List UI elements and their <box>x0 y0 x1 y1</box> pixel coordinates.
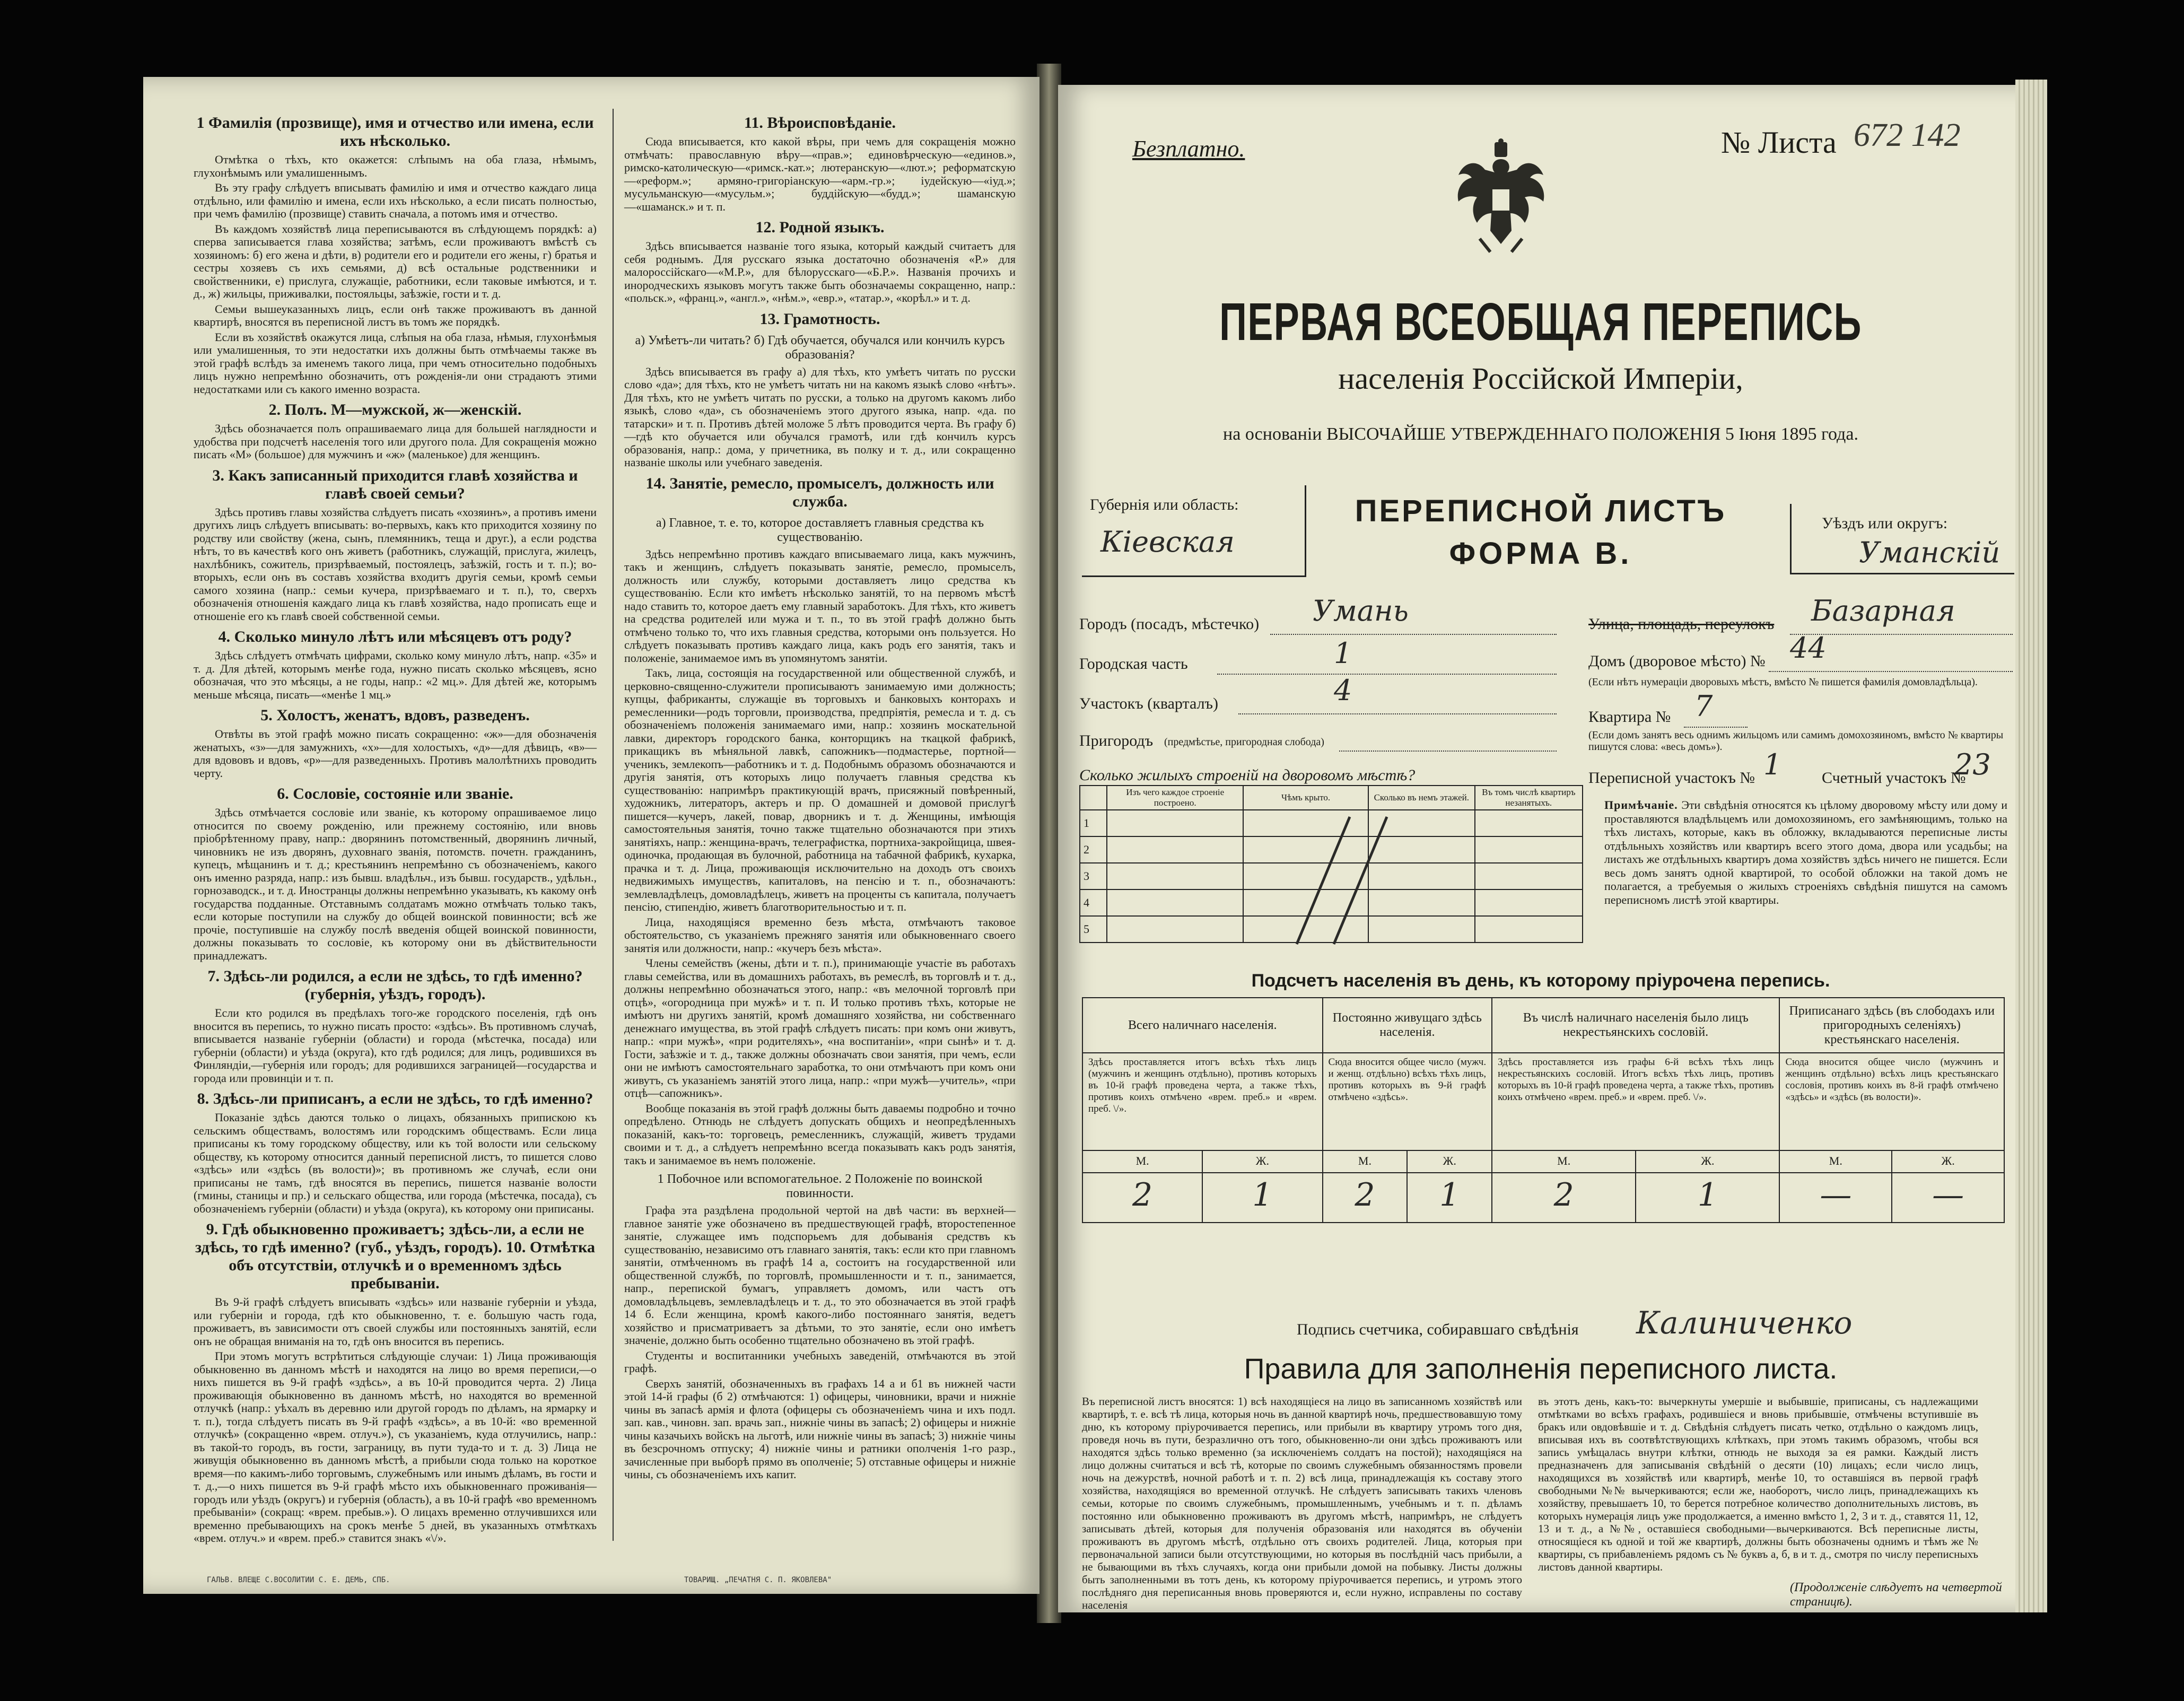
district-underline <box>1238 713 1557 714</box>
continued-note: (Продолженіе слѣдуетъ на четвертой страницѣ). <box>1790 1581 2002 1609</box>
left-column-1 <box>194 109 597 1545</box>
instructions-heading: 5. Холостъ, женатъ, вдовъ, разведенъ. <box>260 706 530 724</box>
sex-f-1: Ж. <box>1202 1150 1322 1173</box>
instructions-paragraph: Здѣсь вписывается въ графу а) для тѣхъ, кто умѣетъ читать по русски слово «да»; для тѣхъ, кто не умѣетъ читать ни на какомъ языкѣ слово «нѣтъ». Для тѣхъ, кто не умѣетъ читать по русски, а только на другомъ какомъ либо языкѣ, слово «да», съ обозначеніемъ этого другого языка, напр. «да. по татарски» и т. п. Противъ дѣтей моложе 5 лѣтъ проводится черта. Въ графу б)—гдѣ кто обучается или обучался грамотѣ, или гдѣ кончилъ курсъ образованія, напр.: дома, у причетника, въ полку и т. д., или сокращенно названіе школы или учебнаго заведенія. <box>624 364 1016 469</box>
houses-cell[interactable] <box>1107 810 1243 836</box>
instructions-paragraph: Члены семействъ (жены, дѣти и т. п.), принимающіе участіе въ работахъ главы семейства, или въ домашнихъ работахъ, въ ремеслѣ, въ торговлѣ и т. д., должны непремѣнно обозначаться этого, напр.: «въ мелочной торговлѣ при отцѣ», «огородница при мужѣ» и т. п. И только противъ тѣхъ, которые не имѣютъ ни другихъ занятій, кромѣ домашняго хозяйства, ни собственнаго денежнаго имущества, въ этой графѣ слѣдуетъ писать: при комъ они живутъ, напр.: «при мужѣ», «при родителяхъ», «на воспитаніи», «при сынѣ» и т. д. Гости, заѣзжіе и т. д., также должны обозначать свои занятія, при чемъ, если они не имѣютъ самостоятельнаго заработка, то они отмѣчаютъ при комъ они живутъ, съ указаніемъ занятій этого лица, напр.: «при мужѣ—учитель», «при отцѣ—сапожникъ». <box>624 956 1016 1100</box>
rules-title: Правила для заполненія переписного листа. <box>1244 1353 1838 1385</box>
house-value[interactable]: 44 <box>1790 631 1827 665</box>
houses-cell[interactable] <box>1475 889 1583 916</box>
census-area-value[interactable]: 1 <box>1763 748 1782 781</box>
strike-marks <box>1265 812 1403 949</box>
instructions-paragraph: Въ эту графу слѣдуетъ вписывать фамилію и имя и отчество каждаго лица отдѣльно, или фамилію и имена, если ихъ нѣсколько, а если писать полностью, при чемъ фамилію (прозвище) ставить сначала, а потомъ имя и отчество. <box>194 181 597 220</box>
instructions-paragraph: Здѣсь вписывается названіе того языка, который каждый считаетъ для себя роднымъ. Для русскаго языка достаточно обозначенія «Р.» для малороссійскаго—«М.Р.», для бѣлорусскаго—«Б.Р.». Названія прочихъ и инородческихъ языковъ могутъ также быть обозначаемы сокращенно, напр.: «польск.», «франц.», «англ.», «нѣм.», «евр.», «татар.», «корѣл.» и т. д. <box>624 239 1016 304</box>
houses-cell[interactable] <box>1107 889 1243 916</box>
pop-sex-row <box>1082 1150 2004 1173</box>
instructions-paragraph: Если въ хозяйствѣ окажутся лица, слѣпыя на оба глаза, нѣмыя, глухонѣмыя или умалишенныя, то эти недостатки ихъ должны быть отмѣчаемы также въ этой графѣ вслѣдъ за именемъ такого лица, при чемъ относительно подобныхъ лицъ нужно непремѣнно обозначить, отъ рожденія-ли они страдаютъ этими недостатками или съ какого именно возраста. <box>194 330 597 396</box>
instructions-heading: 4. Сколько минуло лѣтъ или мѣсяцевъ отъ роду? <box>218 628 572 645</box>
suburb-note: (предмѣстье, пригородная слобода) <box>1164 736 1324 748</box>
street-value[interactable]: Базарная <box>1811 594 1955 627</box>
district-label: Участокъ (кварталъ) <box>1079 695 1219 712</box>
flat-label: Квартира № <box>1588 708 1671 726</box>
instructions-paragraph: Сюда вписывается, кто какой вѣры, при чемъ для сокращенія можно отмѣчать: православную вѣру—«прав.»; единовѣрческую—«единов.», римско-католическую—«римск.-кат.»; лютеранскую—«лют.»; реформатскую—«реформ.»; армяно-григоріанскую—«арм.-гр.»; іудейскую—«іуд.»; мусульманскую—«мусульм.»; буддійскую—«будд.»; шаманскую—«шаманск.» и т. п. <box>624 135 1016 213</box>
rules-column-1: Въ переписной листъ вносятся: 1) всѣ находящіеся на лицо въ записанномъ хозяйствѣ или квартирѣ, т. е. всѣ тѣ лица, которыя ночь въ данной квартирѣ ночь, предшествовавшую тому дню, къ которому пріурочивается перепись, или прибыли въ квартиру утромъ того дня, проведя ночь въ пути, безразлично отъ того, обыкновенно-ли они здѣсь проживаютъ или находятся здѣсь только временно (за исключеніемъ солдатъ на постой); находящіяся на лицо должны считаться и всѣ тѣ, которые по своимъ служебнымъ обязанностямъ провели ночь на дежурствѣ, ночной работѣ и т. п. 2) всѣ лица, принадлежащія къ составу этого хозяйства, находящіяся во временной отлучкѣ. Не слѣдуетъ записывать такихъ членовъ семьи, которые по своимъ служебнымъ, промышленнымъ, учебнымъ и т. п. дѣламъ постоянно или обыкновенно проживаютъ въ другомъ мѣстѣ, напримѣръ, не слѣдуетъ записывать дѣтей, которыя для полученія образованія или находятся въ обученіи проживаютъ въ другомъ мѣстѣ, отдѣльно отъ своихъ родителей. Лица, которыя при первоначальной записи были отсутствующими, но которыя въ послѣдній часъ прибыли, а не бывающими въ тѣхъ случаяхъ, когда они прибыли домой на побывку. Листы должны быть заполненными въ тотъ день, къ которому пріурочивается перепись, и утромъ этого послѣдняго дня переписанныя вновь проверяются и, если нужно, исправлены по составу населенія <box>1082 1395 1522 1611</box>
flat-value[interactable]: 7 <box>1694 690 1713 723</box>
sheet-number-label: № Листа <box>1721 125 1837 160</box>
pop-desc-non-peasant: Здѣсь проставляется изъ графы 6-й всѣхъ тѣхъ лицъ некрестьянскихъ сословій. Итогъ всѣхъ тѣхъ лицъ, противъ которыхъ въ 10-й графѣ проведена черта, а также тѣхъ, противъ коихъ отмѣчено «врем. преб.» и «врем. преб. \/». <box>1492 1053 1779 1150</box>
permanent-female-value[interactable]: 1 <box>1407 1173 1492 1223</box>
house-underline <box>1769 671 2013 672</box>
instructions-heading: 3. Какъ записанный приходится главѣ хозяйства и главѣ своей семьи? <box>212 466 578 502</box>
permanent-male-value[interactable]: 2 <box>1323 1173 1408 1223</box>
double-headed-eagle-icon <box>1448 138 1554 260</box>
printer-imprint-left: ГАЛЬВ. ВЛЕЩЕ С.ВОСОЛИТИИ С. Е. ДЕМЬ, СПБ. <box>207 1576 390 1584</box>
houses-header-roof: Чѣмъ крыто. <box>1243 786 1368 810</box>
signature-label: Подпись счетчика, собиравшаго свѣдѣнія <box>1297 1321 1579 1338</box>
non-peasant-female-value[interactable]: 1 <box>1636 1173 1779 1223</box>
instructions-paragraph: Вообще показанія въ этой графѣ должны быть даваемы подробно и точно опредѣлено. Отнюдь не слѣдуетъ допускать общихъ и неопредѣленныхъ показаній, какъ-то: торговецъ, ремесленникъ, служащій, живетъ трудами своими и т. д., а слѣдуетъ непремѣнно всегда показывать какъ родъ занятія, такъ и занимаемое въ немъ положеніе. <box>624 1101 1016 1167</box>
pop-desc-row <box>1082 1053 2004 1150</box>
instructions-paragraph: Лица, находящіяся временно безъ мѣста, отмѣчаютъ таковое обстоятельство, съ указаніемъ прежняго занятія или обыкновеннаго своего занятія или должности, напр.: «кучеръ безъ мѣста». <box>624 915 1016 955</box>
uezd-label: Уѣздъ или округъ: <box>1822 514 1948 532</box>
houses-header-vacant: Въ томъ числѣ квартиръ незанятыхъ. <box>1475 786 1583 810</box>
population-table <box>1082 997 2005 1223</box>
instructions-heading: 14. Занятіе, ремесло, промыселъ, должность или служба. <box>645 474 994 510</box>
city-underline <box>1270 634 1557 635</box>
pop-header-peasant: Приписанаго здѣсь (въ слободахъ или пригородныхъ селеніяхъ) крестьянскаго населенія. <box>1779 998 2004 1053</box>
pop-header-present: Всего наличнаго населенія. <box>1082 998 1323 1053</box>
instructions-paragraph: Сверхъ занятій, обозначенныхъ въ графахъ 14 а и б1 въ нижней части этой 14-й графы (б 2) отмѣчаются: 1) офицеры, чиновники, врачи и нижніе чины въ запасѣ армія и флота (офицеры съ обозначеніемъ чина и ихъ подл. зап. кав., чиновн. зап. врачь зап., нижніе чины въ запасѣ; 2) офицеры и нижніе чины казачьихъ войскъ на льготѣ, или нижніе чины въ запасѣ; 3) нижніе чины въ безсрочномъ отпуску; 4) нижніе чины и ратники ополченія 1-го разр., зачисленные при выборѣ прямо въ ополченіе; 5) отставные офицеры и нижніе чины, съ обозначеніемъ ихъ капит. <box>624 1376 1016 1481</box>
houses-note <box>1604 798 2007 906</box>
peasant-male-value[interactable]: — <box>1779 1173 1892 1223</box>
house-note: (Если нѣтъ нумераціи дворовыхъ мѣстъ, вмѣсто № пишется фамилія домовладѣльца). <box>1588 676 1978 688</box>
houses-row-number: 5 <box>1080 916 1107 943</box>
main-title: ПЕРВАЯ ВСЕОБЩАЯ ПЕРЕПИСЬ <box>1219 292 1862 352</box>
gubernia-label: Губернія или область: <box>1090 496 1239 513</box>
city-part-underline <box>1217 674 1557 675</box>
printer-imprint-right: ТОВАРИЩ. „ПЕЧАТНЯ С. П. ЯКОВЛЕВА" <box>684 1576 832 1584</box>
non-peasant-male-value[interactable]: 2 <box>1492 1173 1636 1223</box>
sheet-number-handwritten: 672 142 <box>1854 117 1961 153</box>
houses-cell[interactable] <box>1107 863 1243 889</box>
pop-value-row <box>1082 1173 2004 1223</box>
flat-note: (Если домъ занятъ весь однимъ жильцомъ или самимъ домохозяиномъ, вмѣсто № квартиры пишутся слова: «весь домъ»). <box>1588 729 2004 753</box>
houses-cell[interactable] <box>1475 836 1583 863</box>
instructions-paragraph: Здѣсь отмѣчается сословіе или званіе, къ которому опрашиваемое лицо относится по своему рожденію, или прежнему состоянію, или вновь пріобрѣтенному праву, напр.: дворянинъ потомственный, дворянинъ личный, чиновникъ не изъ дворянъ, духовнаго званія, потомств. почетн. гражданинъ, купецъ, мѣщанинъ и т. д.; крестьянинъ непремѣнно съ обозначеніемъ, какого онъ именно разряда, напр.: изъ бывш. владѣльч., изъ бывш. государств., удѣльн., горнозаводск., и т. д. Иностранцы должны непремѣнно указывать, къ какому онѣ государства подданные. Отставнымъ солдатамъ можно отмѣчать только такъ, если которые поступили на службу до общей воинской повинности; всѣ же прочіе, поступившіе на службу послѣ введенія общей воинской повинности, должны показывать то сословіе, къ которому они въ дѣйствительности принадлежатъ. <box>194 806 597 962</box>
sex-m-1: М. <box>1082 1150 1202 1173</box>
instructions-heading: 6. Сословіе, состояніе или званіе. <box>277 785 513 802</box>
gubernia-value[interactable]: Кіевская <box>1100 525 1235 559</box>
legal-basis-line: на основаніи ВЫСОЧАЙШЕ УТВЕРЖДЕННАГО ПОЛОЖЕНІЯ 5 Іюня 1895 года. <box>1223 424 1858 444</box>
uezd-value[interactable]: Уманскій <box>1859 536 2000 569</box>
instructions-heading: 8. Здѣсь-ли приписанъ, а если не здѣсь, то гдѣ именно? <box>197 1090 593 1107</box>
flat-underline <box>1684 727 1748 728</box>
district-value[interactable]: 4 <box>1334 674 1352 707</box>
houses-cell[interactable] <box>1475 810 1583 836</box>
houses-cell[interactable] <box>1107 916 1243 943</box>
rules-column-2: въ этотъ день, какъ-то: вычеркнуты умершіе и выбывшіе, приписаны, съ надлежащими отмѣтками во всѣхъ графахъ, родившіеся и вновь прибывшіе, отмѣчены вступившіе въ бракъ или овдовѣвшіе и т. д. Свѣдѣнія слѣдуетъ писать четко, отдѣльно о каждомъ лицъ, вписывая ихъ въ соотвѣтствующихъ клѣткахъ, при этомъ такимъ образомъ, чтобы вся запись умѣщалась внутри клѣтки, отнюдь не выходя за ея рамки. Каждый листъ предназначенъ для записыванія свѣдѣній о десяти (10) лицахъ; если число лицъ, находящихся въ хозяйствѣ или квартирѣ, менѣе 10, то оставшіяся въ первой графѣ свободными №№ вычеркиваются; если же, наоборотъ, число лицъ, принадлежащихъ къ хозяйству, превышаетъ 10, то берется потребное количество дополнительныхъ листовъ, въ которыхъ нумерація лицъ уже продолжается, а именно вмѣсто 1, 2, 3 и т. д., ставятся 11, 12, 13 и т. д., а №№, оставшіеся свободными—вычеркиваются. Всѣ переписные листы, относящіеся къ одной и той же квартирѣ, должны быть обозначены однимъ и тѣмъ же № квартиры, съ прибавленіемъ рядомъ съ № буквъ а, б, в и т. д., смотря по числу переписныхъ листовъ данной квартиры. <box>1538 1395 1978 1573</box>
signature-handwritten[interactable]: Калиниченко <box>1636 1305 1853 1341</box>
instructions-heading: 13. Грамотность. <box>759 310 880 328</box>
instructions-heading: 7. Здѣсь-ли родился, а если не здѣсь, то гдѣ именно? (губернія, уѣздъ, городъ). <box>207 967 583 1003</box>
instructions-heading: 12. Родной языкъ. <box>755 219 885 236</box>
houses-cell[interactable] <box>1475 916 1583 943</box>
peasant-female-value[interactable]: — <box>1892 1173 2004 1223</box>
pop-desc-permanent: Сюда вносится общее число (мужч. и женщ. отдѣльно) всѣхъ тѣхъ лицъ, противъ которыхъ въ 9-й графѣ отмѣчено «здѣсь». <box>1323 1053 1492 1150</box>
instructions-paragraph: Здѣсь обозначается полъ опрашиваемаго лица для большей наглядности и удобства при подсчетѣ населенія того или другого пола. Для сокращенія можно писать «М» (большое) для мужчинъ и «ж» (маленькое) для женщинъ. <box>194 422 597 461</box>
instructions-heading: 1 Фамилія (прозвище), имя и отчество или имена, если ихъ нѣсколько. <box>196 114 594 150</box>
instructions-heading: 9. Гдѣ обыкновенно проживаетъ; здѣсь-ли, а если не здѣсь, то гдѣ именно? (губ., уѣздъ, городъ). 10. Отмѣтка объ отсутствіи, отлучкѣ и о временномъ здѣсь пребываніи. <box>195 1220 595 1292</box>
sex-f-4: Ж. <box>1892 1150 2004 1173</box>
houses-cell[interactable] <box>1107 836 1243 863</box>
sex-f-2: Ж. <box>1407 1150 1492 1173</box>
instructions-heading: 2. Полъ. М—мужской, ж—женскій. <box>268 401 522 418</box>
houses-header-num <box>1080 786 1107 810</box>
page-edges <box>2015 80 2047 1612</box>
census-sheet-title: ПЕРЕПИСНОЙ ЛИСТЪ <box>1355 494 1727 528</box>
instructions-paragraph: Здѣсь непремѣнно противъ каждаго вписываемаго лица, какъ мужчинъ, такъ и женщинъ, слѣдуетъ показывать занятіе, ремесло, промыселъ, должность или службу, которыми доставляетъ лицо средства къ существованію. Если кто имѣетъ нѣсколько занятій, то на первомъ мѣстѣ надо ставить то, которое даетъ ему главный заработокъ. Для тѣхъ, кто живетъ на средства родителей или мужа и т. п., то въ этой графѣ должно быть отмѣчено только то, что ихъ главныя средства, которыми онъ пользуется. Но слѣдуетъ показывать противъ каждаго лица, какъ родъ его занятія, такъ и положеніе, занимаемое имъ въ упомянутомъ занятіи. <box>624 547 1016 665</box>
instructions-paragraph: Отмѣтка о тѣхъ, кто окажется: слѣпымъ на оба глаза, нѣмымъ, глухонѣмымъ или умалишеннымъ. <box>194 153 597 179</box>
city-label: Городъ (посадъ, мѣстечко) <box>1079 615 1260 633</box>
instructions-paragraph: Показаніе здѣсь даются только о лицахъ, обязанныхъ припискою къ сельскимъ обществамъ, волостямъ или городскимъ обществамъ. Если лица приписаны къ тому городскому обществу, или къ той волости или сельскому обществу, къ которому относится данный переписной листъ, то пишется слово «здѣсь» или «здѣсь (въ волости)»; въ противномъ же случаѣ, если они приписаны не тамъ, гдѣ вносятся въ перепись, пишется названіе волости (гмины, станицы и пр.) и сельскаго общества, или города (мѣстечка, посада), съ обозначеніемъ губерніи (области) и уѣзда (округа), къ которому они приписаны. <box>194 1111 597 1215</box>
form-title: ФОРМА В. <box>1449 536 1632 571</box>
houses-row-number: 4 <box>1080 889 1107 916</box>
street-label: Улица, площадь, переулокъ <box>1588 615 1775 633</box>
city-part-label: Городская часть <box>1079 655 1188 673</box>
left-page <box>143 77 1039 1594</box>
pop-header-permanent: Постоянно живущаго здѣсь населенія. <box>1323 998 1492 1053</box>
instructions-paragraph: Такъ, лица, состоящія на государственной или общественной службѣ, и церковно-священно-служители прописываютъ занимаемую ими должность; купцы, фабриканты, служащіе въ торговыхъ и банковыхъ конторахъ и ремесленники—родъ торговли, производства, предпріятія, ремесла и т. д. съ обозначеніемъ положенія занимаемаго ими, напр.: хозяинъ москательной лавки, директоръ городского банка, конторщикъ на ткацкой фабрикѣ, прикащикъ въ мѣняльной лавкѣ, сапожникъ—подмастерье, портной—ученикъ, землекопъ—работникъ и т. д. Подобнымъ образомъ обозначаются и другія занятія, отъ которыхъ лицо получаетъ главныя средства къ существованію: напримѣръ практикующій врачъ, присяжный повѣренный, художникъ, литераторъ, актеръ и пр. О домашней и домовой прислугѣ пишется—кучеръ, лакей, повар, дворникъ и т. д. Женщины, имѣющія самостоятельныя занятія, точно также тщательно обозначаются при этихъ занятіяхъ, напр.: женщина-врачъ, телеграфистка, портниха-закройщица, швея-одиночка, продающая въ булочной, работница на табачной фабрикѣ, кухарка, прачка и т. д. Лица, проживающія исключительно на доходъ отъ своихъ недвижимыхъ имуществъ, капиталовъ, на пенсію и т. п., обозначаютъ: землевладѣлецъ, домовладѣлецъ, живетъ на проценты съ капитала, получаетъ пенсію, стипендію, живетъ благотворительностью и т. п. <box>624 666 1016 913</box>
instructions-heading: 11. Вѣроисповѣданіе. <box>744 114 896 132</box>
instructions-paragraph: Студенты и воспитанники учебныхъ заведеній, отмѣчаются въ этой графѣ. <box>624 1348 1016 1375</box>
instructions-paragraph: Въ каждомъ хозяйствѣ лица переписываются въ слѣдующемъ порядкѣ: а) сперва записывается глава хозяйства; затѣмъ, если проживаютъ вмѣстѣ съ хозяиномъ: б) его жена и дѣти, в) родители его и родители его жены, г) братья и сестры хозяевъ съ ихъ семьями, д) всѣ остальные родственники и свойственники, е) прислуга, служащіе, работники, если таковые имѣются, и т. д., ж) жильцы, приживалки, постояльцы, заѣзжіе, гости и т. д. <box>194 222 597 300</box>
note-text: Эти свѣдѣнія относятся къ цѣлому дворовому мѣсту или дому и проставляются владѣльцемъ или домохозяиномъ, его замѣняющимъ, только на тѣхъ листахъ, которые, какъ въ обложку, вкладываются переписные листы отдѣльныхъ хозяйствъ или квартиръ всего этого дома, двора или усадьбы; на листахъ же отдѣльныхъ квартиръ дома хозяйствъ здѣсь ничего не пишется. Если весь домъ занятъ одной квартирой, то особой обложки на такой домъ не полагается, а требуемыя о жилыхъ строеніяхъ свѣдѣнія пишутся на самомъ переписномъ листѣ этой квартиры. <box>1604 798 2007 906</box>
left-column-2 <box>613 109 1016 1541</box>
instructions-paragraph: Здѣсь слѣдуетъ отмѣчать цифрами, сколько кому минуло лѣтъ, напр. «35» и т. д. Для дѣтей, которымъ менѣе года, нужно писать сколько мѣсяцевъ, ясно обозначая, что это мѣсяцы, а не годы, напр.: «2 мц.». Для дѣтей же, которымъ меньше мѣсяца, писать—«менѣе 1 мц.» <box>194 649 597 701</box>
houses-header-material: Изъ чего каждое строеніе построено. <box>1107 786 1243 810</box>
houses-header-floors: Сколько въ немъ этажей. <box>1368 786 1475 810</box>
instructions-paragraph: Графа эта раздѣлена продольной чертой на двѣ части: въ верхней—главное занятіе уже обозначено въ предшествующей графѣ, второстепенное занятіе, служащее имъ подспорьемъ для добыванія средствъ къ существованію, независимо отъ главнаго занятія, такъ: если кто при главномъ занятіи, отмѣченномъ въ графѣ 14 а, состоитъ на государственной или общественной службѣ, по торговлѣ, промышленности и т. п., занимается, напр., перепиской бумагъ, управляетъ домомъ, или частъ отъ домовладѣльцевъ, землевладѣлецъ и т. д., то это обозначается въ этой графѣ 14 б. Если женщина, кромѣ какого-либо постояннаго занятія, ведетъ хозяйство и присматриваетъ за дѣтьми, то это занятіе, если оно имѣетъ значеніе, должно быть особенно тщательно обозначено въ этой графѣ. <box>624 1203 1016 1347</box>
free-label: Безплатно. <box>1132 136 1245 162</box>
house-label: Домъ (дворовое мѣсто) № <box>1588 652 1766 670</box>
note-label: Примѣчаніе. <box>1604 798 1678 812</box>
present-male-value[interactable]: 2 <box>1082 1173 1202 1223</box>
houses-cell[interactable] <box>1475 863 1583 889</box>
houses-row-number: 1 <box>1080 810 1107 836</box>
sex-f-3: Ж. <box>1636 1150 1779 1173</box>
population-heading: Подсчетъ населенія въ день, къ которому пріурочена перепись. <box>1251 971 1830 991</box>
suburb-label: Пригородъ <box>1079 732 1154 749</box>
houses-question: Сколько жилыхъ строеній на дворовомъ мѣстѣ? <box>1079 766 1416 784</box>
pop-desc-present: Здѣсь проставляется итогъ всѣхъ тѣхъ лицъ (мужчинъ и женщинъ отдѣльно), противъ которыхъ въ 10-й графѣ проведена черта, а также тѣхъ, противъ коихъ отмѣчено «врем. преб.» и «врем. преб. \/». <box>1082 1053 1323 1150</box>
houses-row-number: 3 <box>1080 863 1107 889</box>
suburb-underline <box>1339 751 1557 752</box>
sub-title: населенія Россійской Имперіи, <box>1338 361 1743 396</box>
instructions-heading: а) Главное, т. е. то, которое доставляетъ главныя средства къ существованію. <box>656 516 984 544</box>
count-area-value[interactable]: 23 <box>1954 748 1991 781</box>
right-page <box>1058 85 2023 1612</box>
sex-m-3: М. <box>1492 1150 1636 1173</box>
houses-row-number: 2 <box>1080 836 1107 863</box>
instructions-paragraph: При этомъ могутъ встрѣтиться слѣдующіе случаи: 1) Лица проживающія обыкновенно въ данномъ мѣстѣ и находятся на лицо во время переписи,—о нихъ пишется въ 9-й графѣ «здѣсь», а въ 10-й проводится черта. 2) Лица проживающія обыкновенно въ данномъ мѣстѣ, но находятся во временной отлучкѣ (напр.: уѣхалъ въ деревню или другой городъ по дѣламъ, на ярмарку и т. п.), тогда слѣдуетъ писать въ 9-й графѣ «здѣсь», а въ 10-й: «во временной отлучкѣ» (сокращенно «врем. отлуч.»), съ указаніемъ, куда отлучились, напр.: въ такой-то городъ, въ гости, заграницу, въ пути туда-то и т. д. 3) Лица не живущія обыкновенно въ данномъ мѣстѣ, а прибыли сюда только на короткое время—по какимъ-либо торговымъ, служебнымъ или инымъ дѣламъ, въ гости и т. д.,—о нихъ пишется въ 9-й графѣ мѣсто ихъ обыкновеннаго проживанія—городъ или уѣздъ (округъ) и губернія (область), а въ 10-й графѣ «во временномъ пребываніи» (сокращ: «врем. пребыв.»). О лицахъ временно отлучившихся или временно пребывающихъ на срокъ менѣе 5 дней, въ указанныхъ отмѣткахъ «врем. отлуч.» и «врем. преб.» ставится знакъ «\/». <box>194 1349 597 1545</box>
instructions-paragraph: Въ 9-й графѣ слѣдуетъ вписывать «здѣсь» или названіе губерніи и уѣзда, или губерніи и города, гдѣ кто обыкновенно, т. е. большую часть года, проживаетъ, въ зависимости отъ своей службы или постоянныхъ занятій, если онъ не обращая вниманія на то, гдѣ онъ вносится въ перепись. <box>194 1295 597 1348</box>
count-area-label: Счетный участокъ № <box>1822 769 1966 787</box>
sex-m-2: М. <box>1323 1150 1408 1173</box>
pop-desc-peasant: Сюда вносится общее число (мужчинъ и женщинъ отдѣльно) всѣхъ лицъ крестьянскаго сословія, противъ коихъ въ 8-й графѣ отмѣчено «здѣсь» и «здѣсь (въ волости)». <box>1779 1053 2004 1150</box>
present-female-value[interactable]: 1 <box>1202 1173 1322 1223</box>
pop-header-row <box>1082 998 2004 1053</box>
houses-header-row <box>1080 786 1583 810</box>
pop-header-non-peasant: Въ числѣ наличнаго населенія было лицъ некрестьянскихъ сословій. <box>1492 998 1779 1053</box>
instructions-heading: 1 Побочное или вспомогательное. 2 Положеніе по воинской повинности. <box>657 1172 983 1200</box>
instructions-paragraph: Если кто родился въ предѣлахъ того-же городского поселенія, гдѣ онъ вносится въ перепись, то нужно писать просто: «здѣсь». Въ противномъ случаѣ, вписывается названіе губерніи (области) и города (мѣстечка, посада) или губерніи (области) и уѣзда (округа), кто гдѣ родился; для лицъ, родившихся въ Финляндіи,—губернія или городъ; для родившихся заграницей—государства и города или провинціи и т. п. <box>194 1006 597 1085</box>
sex-m-4: М. <box>1779 1150 1892 1173</box>
instructions-paragraph: Отвѣты въ этой графѣ можно писать сокращенно: «ж»—для обозначенія женатыхъ, «з»—для замужнихъ, «х»—для холостыхъ, «д»—для дѣвицъ, «в»—для вдововъ и вдовъ, «р»—для разведенныхъ. Противъ малолѣтнихъ проводить черту. <box>194 727 597 780</box>
instructions-paragraph: Семьи вышеуказанныхъ лицъ, если онѣ также проживаютъ въ данной квартирѣ, вносятся въ переписной листъ въ томъ же порядкѣ. <box>194 302 597 328</box>
instructions-heading: а) Умѣетъ-ли читать? б) Гдѣ обучается, обучался или кончилъ курсъ образованія? <box>635 333 1005 362</box>
city-part-value[interactable]: 1 <box>1334 636 1352 670</box>
census-area-label: Переписной участокъ № <box>1588 769 1755 787</box>
instructions-paragraph: Здѣсь противъ главы хозяйства слѣдуетъ писать «хозяинъ», а противъ имени другихъ лицъ слѣдуетъ вписывать: во-первыхъ, какъ кто приходится хозяину по родству или свойству (жена, сынъ, племянникъ, теща и друг.), а если родства нѣтъ, то въ качествѣ кого онъ живетъ (работникъ, служащій, прислуга, жилецъ, нахлѣбникъ, сожитель, призрѣваемый, постоялецъ, заѣзжій, гость и т. п.); во-вторыхъ, если онъ въ составъ хозяйства входитъ другія семьи, кромѣ семьи самого хозяина (напр.: семьи кучера, призрѣваемаго и т. п.), то, сверхъ обозначенія отношенія каждаго лица къ главѣ хозяйства, надо прописать еще и отношеніе его къ главѣ своей собственной семьи. <box>194 505 597 623</box>
city-value[interactable]: Умань <box>1313 594 1409 627</box>
